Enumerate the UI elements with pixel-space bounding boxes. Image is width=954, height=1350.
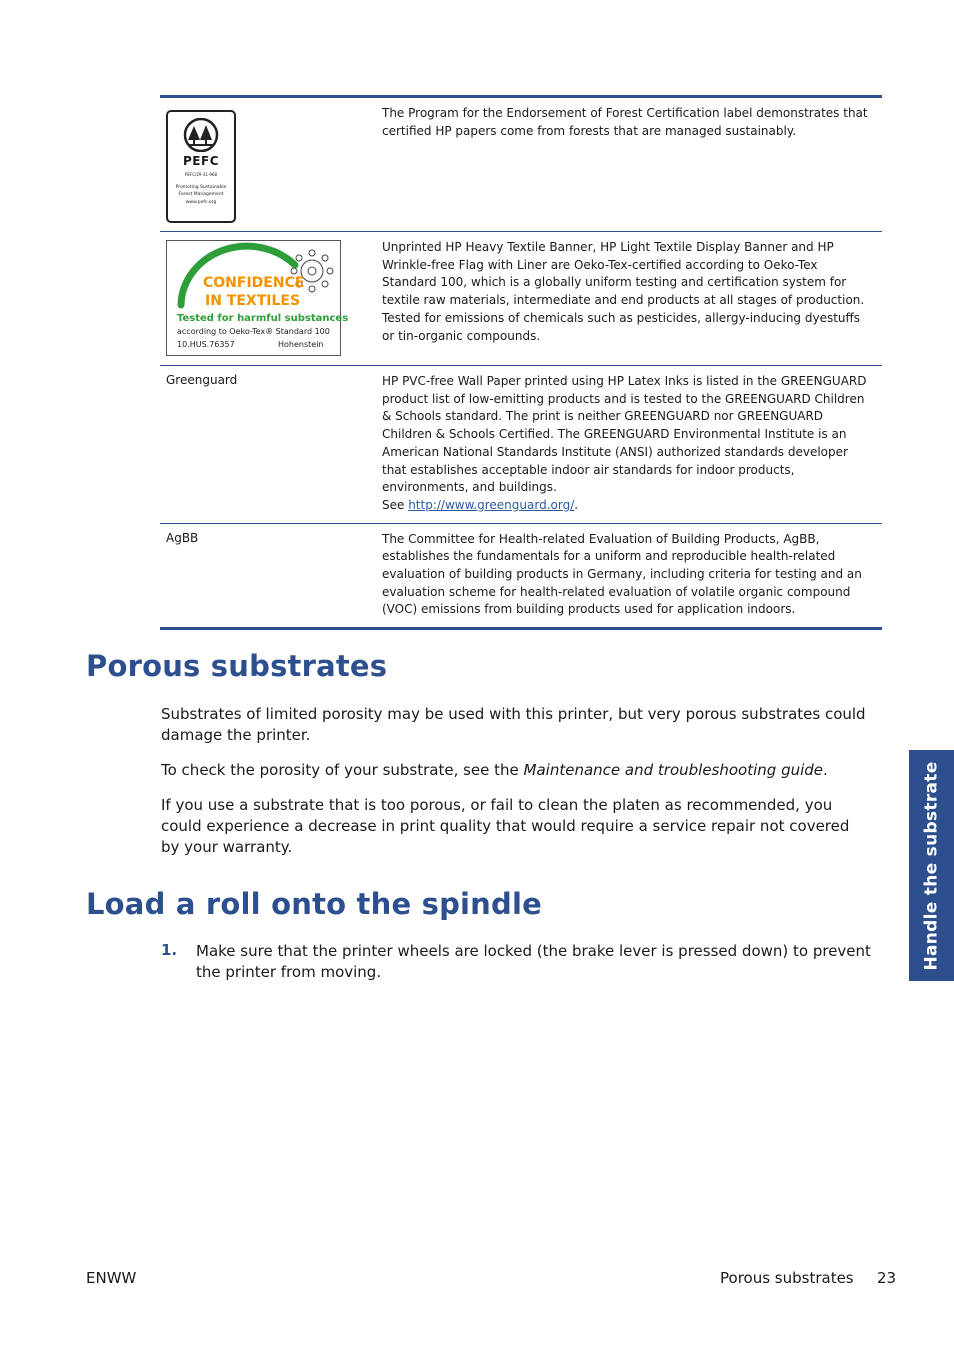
pefc-line1: Promoting Sustainable [175,185,227,190]
footer-section-title: Porous substrates [720,1269,854,1287]
footer-enww: ENWW [86,1269,137,1287]
greenguard-description [376,366,882,523]
porous-paragraph-3: If you use a substrate that is too porous, or fail to clean the platen as recommended, you could experience a decrease in print quality that would require a service repair not covered by your warranty. [161,796,850,856]
table-row-greenguard [160,366,882,524]
oeko-line4: according to Oeko-Tex® Standard 100 [177,327,330,336]
footer-page-number: 23 [877,1269,897,1287]
greenguard-see-prefix: See [382,497,409,512]
pefc-tree-icon [181,118,221,152]
porous-p2-prefix: To check the porosity of your substrate, see the [161,761,524,779]
pefc-logo-cell [160,98,376,231]
pefc-brand: PEFC [183,154,219,168]
table-row-pefc [160,98,882,232]
table-row-oeko-tex [160,232,882,366]
oeko-line3: Tested for harmful substances [177,313,349,324]
oeko-line1: CONFIDENCE [203,275,305,291]
load-roll-heading: Load a roll onto the spindle [86,887,542,921]
certifications-table [160,95,882,630]
greenguard-see-suffix: . [574,497,579,512]
agbb-description: The Committee for Health-related Evaluation of Building Products, AgBB, establishes the fundamentals for a uniform and reproducible health-related evaluation of building products in Germany, including criteria for testing and an evaluation scheme for health-related evaluation of volatile organic compound (VOC) emissions from building products used for application indoors. [382,531,862,617]
greenguard-text: HP PVC-free Wall Paper printed using HP Latex Inks is listed in the GREENGUARD product list of low-emitting products and is tested to the GREENGUARD Children & Schools standard. The print is neither GREENGUARD nor GREENGUARD Children & Schools Certified. The GREENGUARD Environmental Institute is an American National Standards Institute (ANSI) authorized standards developer that establishes acceptable indoor air standards for indoor products, environments, and buildings. [382,374,867,495]
oeko-code: 10.HUS.76357 [177,340,235,349]
pefc-line2: Forest Management [178,192,224,197]
oeko-tex-logo [166,240,349,356]
oeko-line2: IN TEXTILES [205,293,301,309]
porous-p2-suffix: . [823,761,828,779]
table-row-agbb [160,524,882,628]
pefc-logo [166,110,236,223]
porous-paragraph-2 [161,760,871,781]
pefc-code: PEFC/29-31-968 [184,172,218,177]
greenguard-label: Greenguard [166,373,238,387]
oeko-logo-cell [160,232,376,365]
greenguard-link[interactable]: http://www.greenguard.org/ [408,497,575,512]
porous-substrates-heading: Porous substrates [86,649,388,683]
oeko-tex-description: Unprinted HP Heavy Textile Banner, HP Light Textile Display Banner and HP Wrinkle-free Flag with Liner are Oeko-Tex-certified according to Oeko-Tex Standard 100, which is a globally uniform testing and certification system for textile raw materials, intermediate and end products at all stages of production. Tested for emissions of chemicals such as pesticides, allergy-inducing dyestuffs or tin-organic compounds. [382,240,865,343]
step-1-number: 1. [161,941,178,959]
pefc-description: The Program for the Endorsement of Forest Certification label demonstrates that certified HP papers come from forests that are managed sustainably. [382,106,868,138]
chapter-side-tab [909,750,954,981]
chapter-side-tab-label: Handle the substrate [921,760,942,971]
porous-paragraph-1: Substrates of limited porosity may be used with this printer, but very porous substrates could damage the printer. [161,705,866,744]
pefc-url: www.pefc.org [185,200,217,205]
oeko-institute: Hohenstein [278,340,324,349]
agbb-label: AgBB [166,530,199,545]
step-1-text: Make sure that the printer wheels are locked (the brake lever is pressed down) to prevent the printer from moving. [196,942,871,981]
maintenance-guide-title: Maintenance and troubleshooting guide [523,761,824,779]
